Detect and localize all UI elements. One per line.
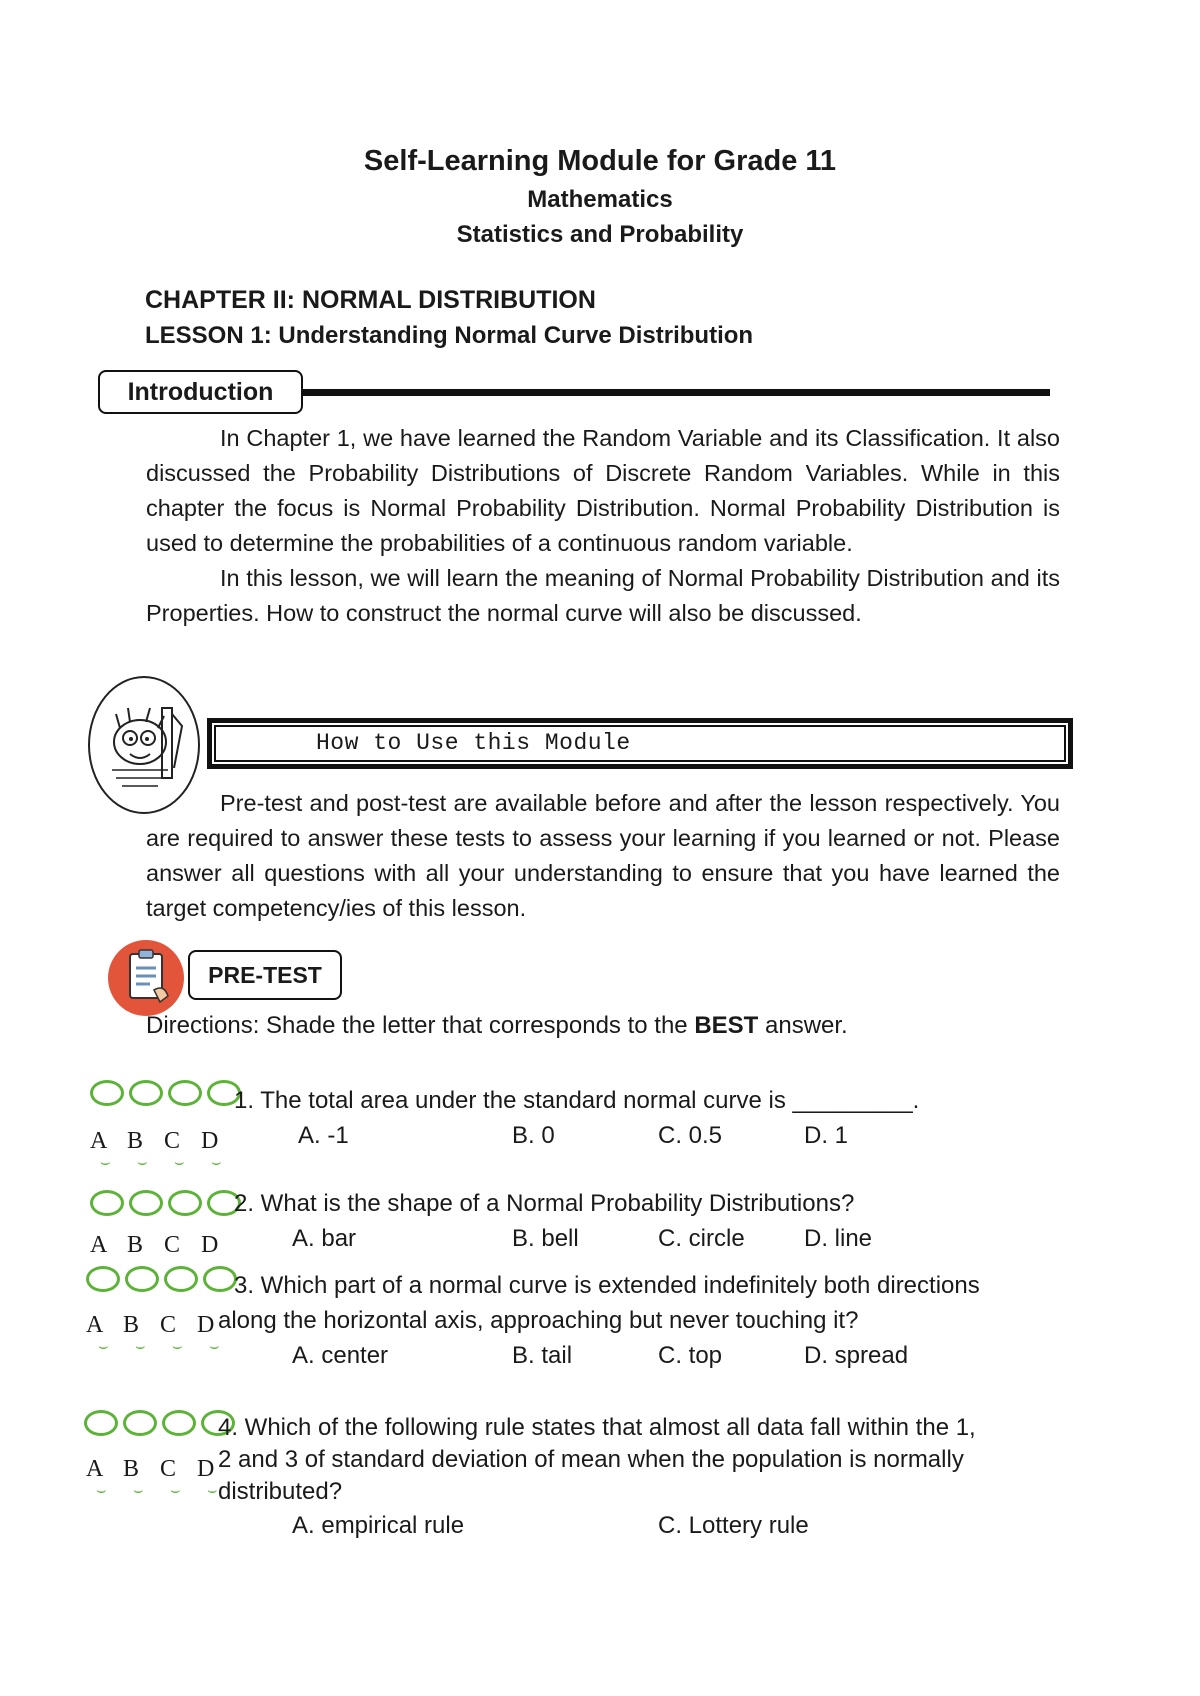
q3-option-b[interactable]: B. tail (512, 1342, 573, 1369)
bubble-c[interactable] (168, 1190, 202, 1216)
answer-bubbles-q2[interactable] (90, 1190, 241, 1216)
bubble-a[interactable] (84, 1410, 118, 1436)
lesson-heading: LESSON 1: Understanding Normal Curve Distribution (145, 322, 754, 349)
directions-text: Directions: Shade the letter that corresponds to the (146, 1012, 695, 1039)
q3-option-c[interactable]: C. top (658, 1342, 723, 1369)
q4-option-a[interactable]: A. empirical rule (292, 1512, 465, 1539)
bubble-a[interactable] (86, 1266, 120, 1292)
question-2: 2. What is the shape of a Normal Probability Distributions? (234, 1190, 855, 1217)
how-to-use-label: How to Use this Module (316, 730, 631, 756)
how-to-use-text (146, 786, 1060, 926)
subject-title: Mathematics (527, 186, 673, 213)
bubble-c[interactable] (168, 1080, 202, 1106)
how-to-use-paragraph: Pre-test and post-test are available before and after the lesson respectively. You are required to answer these tests to assess your learning if you learned or not. Please answer all questions with all your understanding to ensure that you have learned the target competency/ies of this lesson. (146, 790, 1060, 921)
bubble-b[interactable] (129, 1080, 163, 1106)
bubble-b[interactable] (123, 1410, 157, 1436)
introduction-label: Introduction (98, 370, 303, 414)
question-1: 1. The total area under the standard normal curve is _________. (234, 1087, 920, 1114)
bubble-a[interactable] (90, 1190, 124, 1216)
bubble-b[interactable] (125, 1266, 159, 1292)
q1-option-a[interactable]: A. -1 (298, 1122, 349, 1149)
section-divider (302, 389, 1050, 396)
directions-emphasis: BEST (694, 1012, 759, 1039)
introduction-paragraph-1: In Chapter 1, we have learned the Random Variable and its Classification. It also discussed the Probability Distributions of Discrete Random Variables. While in this chapter the focus is Normal Probability Distribution. Normal Probability Distribution is used to determine the probabilities of a continuous random variable. (146, 425, 1060, 556)
bubble-b[interactable] (129, 1190, 163, 1216)
introduction-text (146, 421, 1060, 631)
answer-bubbles-q4[interactable] (84, 1410, 235, 1436)
bubble-c[interactable] (162, 1410, 196, 1436)
pretest-directions (146, 1012, 848, 1040)
letter-underlines: ⌣ ⌣ ⌣ ⌣ (98, 1338, 220, 1355)
chapter-heading: CHAPTER II: NORMAL DISTRIBUTION (145, 286, 596, 314)
q3-option-a[interactable]: A. center (292, 1342, 389, 1369)
introduction-paragraph-2: In this lesson, we will learn the meaning of Normal Probability Distribution and its Properties. How to construct the normal curve will also be discussed. (146, 565, 1060, 626)
q1-option-b[interactable]: B. 0 (512, 1122, 555, 1149)
question-3-line-2: along the horizontal axis, approaching but never touching it? (218, 1307, 859, 1334)
q4-option-c[interactable]: C. Lottery rule (658, 1512, 809, 1539)
answer-bubbles-q3[interactable] (86, 1266, 237, 1292)
bubble-d[interactable] (203, 1266, 237, 1292)
q1-option-d[interactable]: D. 1 (804, 1122, 849, 1149)
bubble-a[interactable] (90, 1080, 124, 1106)
module-title: Self-Learning Module for Grade 11 (363, 145, 837, 177)
question-3-line-1: 3. Which part of a normal curve is extended indefinitely both directions (234, 1272, 980, 1299)
letter-underlines: ⌣ ⌣ ⌣ ⌣ (96, 1482, 218, 1499)
pretest-label: PRE-TEST (188, 950, 342, 1000)
q2-option-b[interactable]: B. bell (512, 1225, 579, 1252)
question-4-line-3: distributed? (218, 1478, 343, 1505)
q2-option-a[interactable]: A. bar (292, 1225, 357, 1252)
answer-letters-q1: A B C D (90, 1128, 219, 1154)
letter-underlines: ⌣ ⌣ ⌣ ⌣ (100, 1154, 222, 1171)
q2-option-c[interactable]: C. circle (658, 1225, 745, 1252)
answer-bubbles-q1[interactable] (90, 1080, 241, 1106)
answer-letters-q4: A B C D (86, 1456, 215, 1482)
course-title: Statistics and Probability (456, 221, 744, 248)
answer-letters-q3: A B C D (86, 1312, 215, 1338)
answer-letters-q2: A B C D (90, 1232, 219, 1258)
question-4-line-1: 4. Which of the following rule states that almost all data fall within the 1, (218, 1414, 976, 1441)
q3-option-d[interactable]: D. spread (804, 1342, 909, 1369)
clipboard-icon (108, 940, 184, 1016)
bubble-c[interactable] (164, 1266, 198, 1292)
question-4-line-2: 2 and 3 of standard deviation of mean when the population is normally (218, 1446, 964, 1473)
q2-option-d[interactable]: D. line (804, 1225, 873, 1252)
q1-option-c[interactable]: C. 0.5 (658, 1122, 723, 1149)
directions-text-end: answer. (758, 1012, 848, 1039)
